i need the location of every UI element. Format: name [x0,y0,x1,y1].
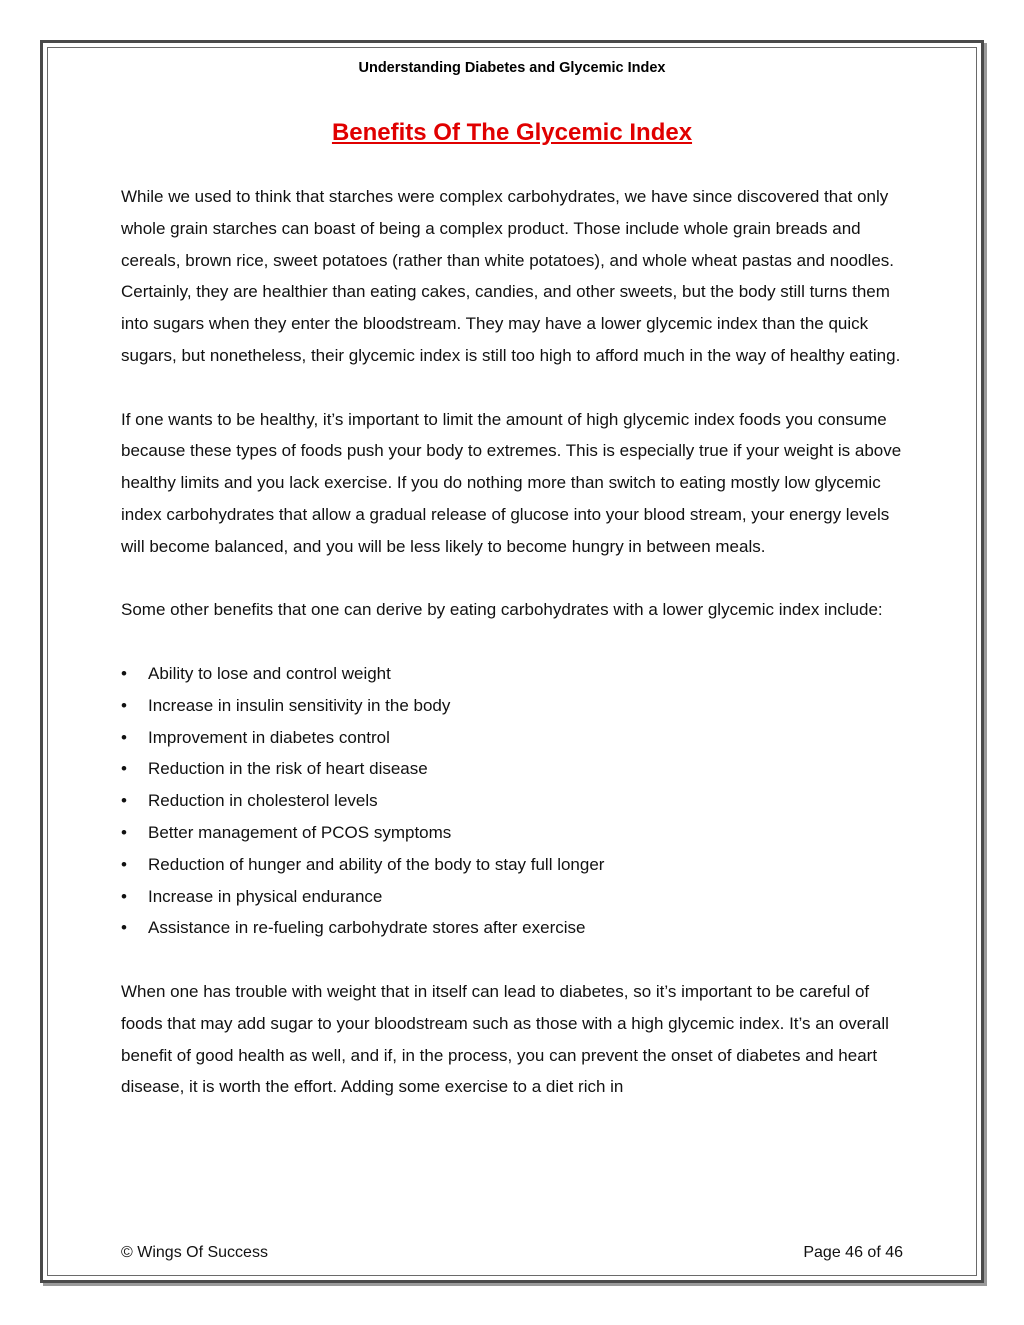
list-item-text: Increase in physical endurance [148,886,383,906]
bullet-icon: • [121,759,127,779]
list-item [121,817,911,849]
paragraph-healthy: If one wants to be healthy, it’s important to limit the amount of high glycemic index foods you consume because these types of foods push your body to extremes. This is especially true if your weight is above healthy limits and you lack exercise. If you do nothing more than switch to eating mostly low glycemic index carbohydrates that allow a gradual release of glucose into your blood stream, your energy levels will become balanced, and you will be less likely to become hungry in between meals. [121,409,902,556]
list-item [121,849,911,881]
bullet-icon: • [121,886,127,906]
list-item-text: Increase in insulin sensitivity in the body [148,695,451,715]
bullet-icon: • [121,695,127,715]
bullet-icon: • [121,854,127,874]
list-item-text: Assistance in re-fueling carbohydrate stores after exercise [148,918,586,938]
list-item [121,912,911,944]
list-item [121,658,911,690]
list-item-text: Reduction in cholesterol levels [148,791,378,811]
list-item [121,690,911,722]
list-item [121,785,911,817]
bullet-icon: • [121,822,127,842]
bullet-icon: • [121,727,127,747]
footer-page-number: Page 46 of 46 [803,1244,903,1261]
body-text [121,181,911,1135]
running-header: Understanding Diabetes and Glycemic Index [358,60,666,76]
footer-copyright: © Wings Of Success [121,1244,268,1261]
benefits-list [121,658,911,944]
paragraph-closing: When one has trouble with weight that in itself can lead to diabetes, so it’s important to be careful of foods that may add sugar to your bloodstream such as those with a high glycemic index. It’s an overall benefit of good health as well, and if, in the process, you can prevent the onset of diabetes and heart disease, it is worth the effort. Adding some exercise to a diet rich in [121,981,889,1097]
list-item-text: Improvement in diabetes control [148,727,390,747]
page-title: Benefits Of The Glycemic Index [331,119,693,146]
list-item [121,753,911,785]
list-item [121,722,911,754]
list-item-text: Reduction of hunger and ability of the body to stay full longer [148,854,605,874]
bullet-icon: • [121,663,127,683]
list-item [121,881,911,913]
paragraph-starches: While we used to think that starches were complex carbohydrates, we have since discovered that only whole grain starches can boast of being a complex product. Those include whole grain breads and cereals, brown rice, sweet potatoes (rather than white potatoes), and whole wheat pastas and noodles. Certainly, they are healthier than eating cakes, candies, and other sweets, but the body still turns them into sugars when they enter the bloodstream. They may have a lower glycemic index than the quick sugars, but nonetheless, their glycemic index is still too high to afford much in the way of healthy eating. [121,187,901,365]
bullet-icon: • [121,791,127,811]
list-item-text: Reduction in the risk of heart disease [148,759,428,779]
paragraph-benefits-intro: Some other benefits that one can derive by eating carbohydrates with a lower glycemic index include: [121,600,883,620]
bullet-icon: • [121,918,127,938]
list-item-text: Ability to lose and control weight [148,663,391,683]
list-item-text: Better management of PCOS symptoms [148,822,452,842]
